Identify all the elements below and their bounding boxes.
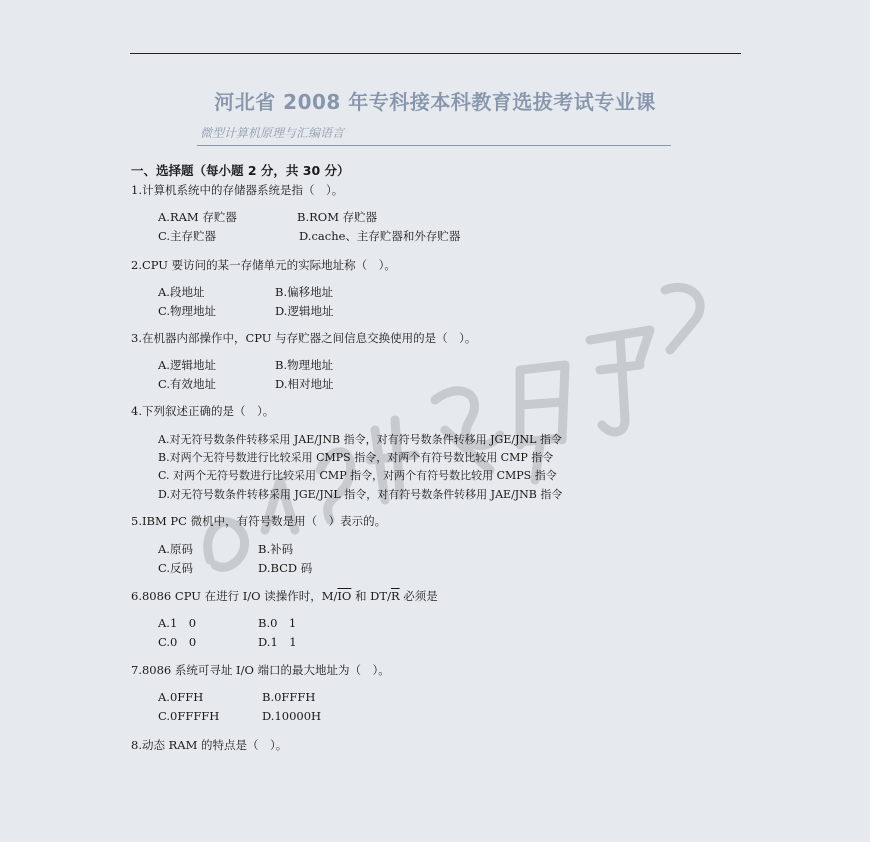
- q6-option-a: A.1 0: [158, 616, 197, 630]
- question-3: 3.在机器内部操作中，CPU 与存贮器之间信息交换使用的是（ ）。: [131, 331, 477, 345]
- q4-option-a: A.对无符号数条件转移采用 JAE/JNB 指令，对有符号数条件转移用 JGE/JNL 指令: [158, 433, 562, 446]
- q1-option-a: A.RAM 存贮器: [158, 210, 237, 224]
- top-rule: [130, 53, 741, 54]
- question-2: 2.CPU 要访问的某一存储单元的实际地址称（ ）。: [131, 258, 396, 272]
- q4-option-c: C. 对两个无符号数进行比较采用 CMP 指令，对两个有符号数比较用 CMPS 指令: [158, 469, 557, 482]
- q6-option-b: B.0 1: [258, 616, 297, 630]
- q4-option-b: B.对两个无符号数进行比较采用 CMPS 指令，对两个有符号数比较用 CMP 指令: [158, 451, 554, 464]
- q5-option-b: B.补码: [258, 542, 294, 556]
- q1-option-b: B.ROM 存贮器: [297, 210, 378, 224]
- question-1: 1.计算机系统中的存储器系统是指（ ）。: [131, 183, 344, 197]
- q2-option-c: C.物理地址: [158, 304, 217, 318]
- q6-text-suffix: 必须是: [399, 589, 438, 603]
- q6-text-prefix: 6.8086 CPU 在进行 I/O 读操作时，M/: [131, 589, 338, 603]
- q5-option-d: D.BCD 码: [258, 561, 313, 575]
- page-subtitle: 微型计算机原理与汇编语言: [200, 126, 345, 140]
- q2-option-d: D.逻辑地址: [275, 304, 334, 318]
- q3-option-a: A.逻辑地址: [158, 358, 216, 372]
- q3-option-d: D.相对地址: [275, 377, 334, 391]
- question-4: 4.下列叙述正确的是（ ）。: [131, 404, 275, 418]
- q3-option-c: C.有效地址: [158, 377, 217, 391]
- question-7: 7.8086 系统可寻址 I/O 端口的最大地址为（ ）。: [131, 663, 390, 677]
- q6-option-c: C.0 0: [158, 635, 197, 649]
- page-title: 河北省 2008 年专科接本科教育选拔考试专业课: [214, 90, 656, 114]
- q6-option-d: D.1 1: [258, 635, 297, 649]
- question-5: 5.IBM PC 微机中，有符号数是用（ ）表示的。: [131, 514, 387, 528]
- q1-option-c: C.主存贮器: [158, 229, 217, 243]
- question-6: [131, 591, 438, 603]
- question-8: 8.动态 RAM 的特点是（ ）。: [131, 738, 288, 752]
- q3-option-b: B.物理地址: [275, 358, 334, 372]
- section-heading: 一、选择题（每小题 2 分，共 30 分）: [131, 163, 350, 178]
- q5-option-c: C.反码: [158, 561, 194, 575]
- subtitle-rule: [197, 145, 671, 146]
- q7-option-d: D.10000H: [262, 709, 322, 723]
- q5-option-a: A.原码: [158, 542, 193, 556]
- q7-option-a: A.0FFH: [158, 690, 204, 704]
- q6-r-signal: $\overline{R}$: [390, 589, 400, 603]
- q4-option-d: D.对无符号数条件转移采用 JGE/JNL 指令，对有符号数条件转移用 JAE/JNB 指令: [158, 488, 563, 501]
- q2-option-b: B.偏移地址: [275, 285, 334, 299]
- q6-io-signal: $\overline{IO}$: [337, 589, 352, 603]
- q7-option-c: C.0FFFFH: [158, 709, 220, 723]
- q2-option-a: A.段地址: [158, 285, 205, 299]
- q7-option-b: B.0FFFH: [262, 690, 316, 704]
- q6-text-mid: 和 DT/: [351, 589, 391, 603]
- handwritten-watermark: [170, 230, 730, 610]
- q1-option-d: D.cache、主存贮器和外存贮器: [299, 229, 461, 243]
